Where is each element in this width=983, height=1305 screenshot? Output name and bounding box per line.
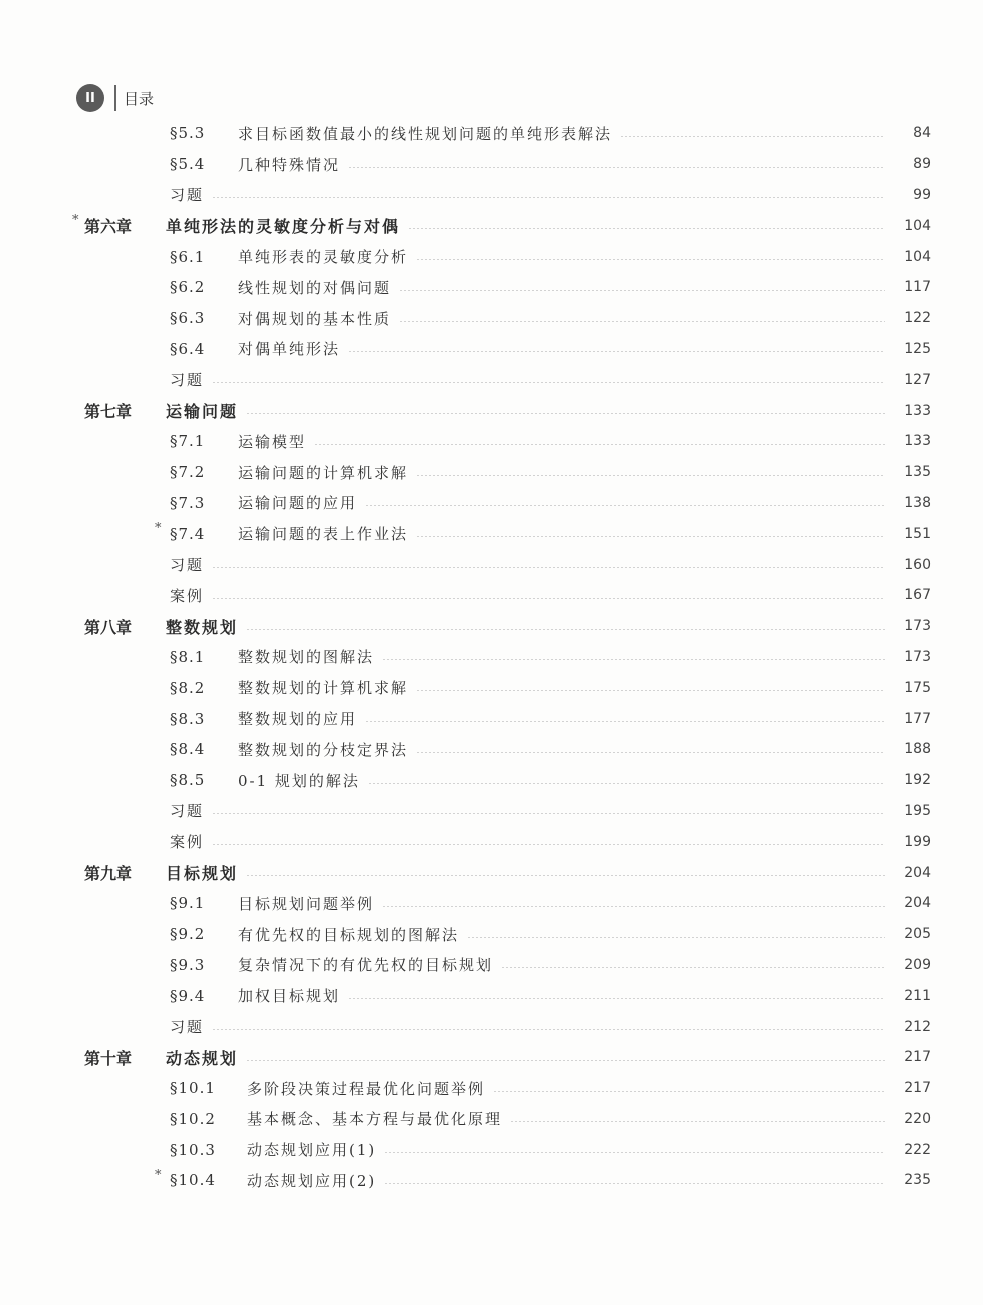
entry-title: 基本概念、基本方程与最优化原理 xyxy=(247,1110,503,1129)
dot-leader xyxy=(246,875,885,876)
entry-title: 案例 xyxy=(170,586,205,605)
entry-title: 几种特殊情况 xyxy=(238,155,341,174)
dot-leader xyxy=(620,136,885,137)
entry-title: 习题 xyxy=(170,371,205,390)
toc-section-row[interactable] xyxy=(0,518,983,549)
toc-entry-label xyxy=(0,308,391,329)
dot-leader xyxy=(501,967,885,968)
toc-entry-label xyxy=(0,861,238,884)
page-number: 122 xyxy=(904,310,931,327)
page-number: 188 xyxy=(904,741,931,758)
toc-section-row[interactable] xyxy=(0,734,983,765)
chapter-number: 第七章 xyxy=(84,402,133,422)
toc-section-row[interactable] xyxy=(0,241,983,272)
dot-leader xyxy=(382,906,885,907)
entry-title: 运输问题的表上作业法 xyxy=(238,525,409,544)
toc-section-row[interactable] xyxy=(0,950,983,981)
entry-title: 整数规划的图解法 xyxy=(238,648,375,667)
toc-exercise-row[interactable] xyxy=(0,826,983,857)
dot-leader xyxy=(408,228,885,229)
dot-leader xyxy=(365,505,885,506)
section-number: §10.4 xyxy=(170,1171,216,1190)
page-number: 127 xyxy=(904,371,931,388)
dot-leader xyxy=(416,690,885,691)
toc-section-row[interactable] xyxy=(0,980,983,1011)
optional-marker: * xyxy=(155,521,162,537)
toc-entry-label xyxy=(0,369,204,390)
page-number: 151 xyxy=(904,525,931,542)
table-of-contents xyxy=(0,118,983,1196)
dot-leader xyxy=(212,382,885,383)
section-number: §5.3 xyxy=(170,124,206,143)
dot-leader xyxy=(212,567,885,568)
dot-leader xyxy=(212,844,885,845)
dot-leader xyxy=(368,783,885,784)
toc-entry-label xyxy=(0,924,459,945)
section-number: §6.2 xyxy=(170,278,206,297)
toc-section-row[interactable] xyxy=(0,703,983,734)
chapter-number: 第六章 xyxy=(84,217,133,237)
toc-chapter-row[interactable] xyxy=(0,611,983,642)
page-header xyxy=(76,83,154,113)
toc-entry-label xyxy=(0,739,408,760)
toc-entry-label xyxy=(0,554,204,575)
toc-entry-label xyxy=(0,800,204,821)
page-number: 84 xyxy=(913,125,931,142)
entry-title: 运输模型 xyxy=(238,432,307,451)
toc-entry-label xyxy=(0,831,204,852)
toc-exercise-row[interactable] xyxy=(0,364,983,395)
page-number: 104 xyxy=(904,248,931,265)
dot-leader xyxy=(246,1060,885,1061)
toc-entry-label xyxy=(0,431,306,452)
chapter-number: 第八章 xyxy=(84,617,133,637)
header-title: 目录 xyxy=(124,89,155,108)
dot-leader xyxy=(246,629,885,630)
page-number: 104 xyxy=(904,217,931,234)
toc-section-row[interactable] xyxy=(0,457,983,488)
entry-title: 多阶段决策过程最优化问题举例 xyxy=(247,1079,486,1098)
toc-entry-label xyxy=(0,615,238,638)
entry-title: 复杂情况下的有优先权的目标规划 xyxy=(238,956,494,975)
toc-section-row[interactable] xyxy=(0,919,983,950)
section-number: §8.1 xyxy=(170,647,206,666)
dot-leader xyxy=(416,259,885,260)
toc-entry-label xyxy=(0,677,408,698)
page-number-badge: II xyxy=(76,84,104,112)
toc-entry-label xyxy=(0,214,400,237)
page-number: 138 xyxy=(904,494,931,511)
dot-leader xyxy=(212,598,885,599)
toc-section-row[interactable] xyxy=(0,765,983,796)
section-number: §6.1 xyxy=(170,247,206,266)
page-number: 133 xyxy=(904,402,931,419)
chapter-number: 第十章 xyxy=(84,1048,133,1068)
page-number: 89 xyxy=(913,156,931,173)
section-number: §7.1 xyxy=(170,432,206,451)
toc-chapter-row[interactable] xyxy=(0,857,983,888)
toc-entry-label xyxy=(0,1078,485,1099)
dot-leader xyxy=(467,937,885,938)
entry-title: 动态规划 xyxy=(166,1048,239,1068)
toc-section-row[interactable] xyxy=(0,888,983,919)
toc-entry-label xyxy=(0,523,408,544)
dot-leader xyxy=(365,721,885,722)
page-number: 235 xyxy=(904,1172,931,1189)
dot-leader xyxy=(382,659,885,660)
entry-title: 习题 xyxy=(170,556,205,575)
page-number: 167 xyxy=(904,587,931,604)
toc-chapter-row[interactable] xyxy=(0,1042,983,1073)
chapter-number: 第九章 xyxy=(84,864,133,884)
toc-section-row[interactable] xyxy=(0,1104,983,1135)
toc-entry-label xyxy=(0,1170,376,1191)
page-number: 204 xyxy=(904,864,931,881)
entry-title: 习题 xyxy=(170,186,205,205)
section-number: §7.2 xyxy=(170,463,206,482)
entry-title: 加权目标规划 xyxy=(238,987,341,1006)
toc-entry-label xyxy=(0,1139,376,1160)
dot-leader xyxy=(416,536,885,537)
dot-leader xyxy=(384,1152,885,1153)
toc-chapter-row[interactable] xyxy=(0,395,983,426)
section-number: §10.1 xyxy=(170,1079,216,1098)
dot-leader xyxy=(399,290,885,291)
dot-leader xyxy=(510,1121,885,1122)
entry-title: 目标规划问题举例 xyxy=(238,894,375,913)
page-number: 173 xyxy=(904,618,931,635)
page-number: 160 xyxy=(904,556,931,573)
entry-title: 对偶单纯形法 xyxy=(238,340,341,359)
section-number: §6.3 xyxy=(170,309,206,328)
toc-entry-label xyxy=(0,770,360,791)
toc-section-row[interactable] xyxy=(0,118,983,149)
toc-section-row[interactable] xyxy=(0,303,983,334)
entry-title: 0-1 规划的解法 xyxy=(238,771,360,790)
toc-entry-label xyxy=(0,1046,238,1069)
toc-entry-label xyxy=(0,462,408,483)
entry-title: 动态规划应用(2) xyxy=(247,1171,377,1190)
toc-section-row[interactable] xyxy=(0,1134,983,1165)
optional-marker: * xyxy=(72,213,79,229)
toc-entry-label xyxy=(0,893,374,914)
toc-section-row[interactable] xyxy=(0,1165,983,1196)
toc-entry-label xyxy=(0,585,204,606)
entry-title: 习题 xyxy=(170,1018,205,1036)
dot-leader xyxy=(314,444,885,445)
dot-leader xyxy=(246,413,885,414)
section-number: §5.4 xyxy=(170,155,206,174)
toc-entry-label xyxy=(0,492,357,513)
dot-leader xyxy=(212,1029,885,1030)
entry-title: 案例 xyxy=(170,833,205,852)
dot-leader xyxy=(212,197,885,198)
page-number: 125 xyxy=(904,340,931,357)
page-number: 192 xyxy=(904,772,931,789)
section-number: §9.4 xyxy=(170,986,206,1005)
dot-leader xyxy=(493,1091,885,1092)
section-number: §9.1 xyxy=(170,894,206,913)
toc-entry-label xyxy=(0,338,340,359)
section-number: §8.3 xyxy=(170,709,206,728)
header-divider xyxy=(114,85,116,111)
toc-entry-label xyxy=(0,954,493,975)
page-number: 217 xyxy=(904,1080,931,1097)
page-number: 175 xyxy=(904,679,931,696)
page-number: 222 xyxy=(904,1141,931,1158)
entry-title: 运输问题的应用 xyxy=(238,494,358,513)
entry-title: 动态规划应用(1) xyxy=(247,1141,377,1160)
page-number: 217 xyxy=(904,1049,931,1066)
toc-section-row[interactable] xyxy=(0,642,983,673)
toc-section-row[interactable] xyxy=(0,149,983,180)
entry-title: 有优先权的目标规划的图解法 xyxy=(238,925,460,944)
section-number: §6.4 xyxy=(170,339,206,358)
section-number: §8.2 xyxy=(170,678,206,697)
entry-title: 整数规划 xyxy=(166,617,239,637)
toc-entry-label xyxy=(0,1108,502,1129)
page-number: 173 xyxy=(904,648,931,665)
page-number: 177 xyxy=(904,710,931,727)
toc-entry-label xyxy=(0,399,238,422)
entry-title: 目标规划 xyxy=(166,864,239,884)
entry-title: 习题 xyxy=(170,802,205,821)
entry-title: 运输问题的计算机求解 xyxy=(238,463,409,482)
dot-leader xyxy=(399,321,885,322)
toc-entry-label xyxy=(0,277,391,298)
page-number: 212 xyxy=(904,1018,931,1035)
page-number: 211 xyxy=(904,987,931,1004)
section-number: §7.3 xyxy=(170,493,206,512)
page-number: 204 xyxy=(904,895,931,912)
toc-entry-label xyxy=(0,1016,204,1037)
page-number: 220 xyxy=(904,1110,931,1127)
toc-entry-label xyxy=(0,246,408,267)
toc-entry-label xyxy=(0,123,612,144)
entry-title: 整数规划的分枝定界法 xyxy=(238,740,409,759)
dot-leader xyxy=(416,475,885,476)
toc-section-row[interactable] xyxy=(0,334,983,365)
toc-section-row[interactable] xyxy=(0,672,983,703)
toc-section-row[interactable] xyxy=(0,272,983,303)
toc-exercise-row[interactable] xyxy=(0,1011,983,1042)
dot-leader xyxy=(348,167,885,168)
toc-section-row[interactable] xyxy=(0,426,983,457)
page-number: 133 xyxy=(904,433,931,450)
dot-leader xyxy=(348,351,885,352)
page-number: 99 xyxy=(913,186,931,203)
entry-title: 对偶规划的基本性质 xyxy=(238,309,392,328)
section-number: §8.4 xyxy=(170,740,206,759)
toc-chapter-row[interactable] xyxy=(0,210,983,241)
entry-title: 运输问题 xyxy=(166,402,239,422)
toc-entry-label xyxy=(0,154,340,175)
toc-exercise-row[interactable] xyxy=(0,180,983,211)
entry-title: 整数规划的计算机求解 xyxy=(238,679,409,698)
entry-title: 单纯形法的灵敏度分析与对偶 xyxy=(166,217,401,237)
page-number: 199 xyxy=(904,833,931,850)
page-number: 205 xyxy=(904,926,931,943)
dot-leader xyxy=(384,1183,885,1184)
section-number: §9.3 xyxy=(170,955,206,974)
page-number: 195 xyxy=(904,802,931,819)
page-number: 209 xyxy=(904,956,931,973)
section-number: §10.3 xyxy=(170,1140,216,1159)
entry-title: 线性规划的对偶问题 xyxy=(238,278,392,297)
toc-entry-label xyxy=(0,985,340,1006)
toc-exercise-row[interactable] xyxy=(0,549,983,580)
entry-title: 整数规划的应用 xyxy=(238,710,358,729)
toc-entry-label xyxy=(0,646,374,667)
toc-section-row[interactable] xyxy=(0,488,983,519)
entry-title: 求目标函数值最小的线性规划问题的单纯形表解法 xyxy=(238,124,613,143)
dot-leader xyxy=(416,752,885,753)
dot-leader xyxy=(212,813,885,814)
page-number: 135 xyxy=(904,464,931,481)
toc-exercise-row[interactable] xyxy=(0,796,983,827)
dot-leader xyxy=(348,998,885,999)
page-number: 117 xyxy=(904,279,931,296)
toc-exercise-row[interactable] xyxy=(0,580,983,611)
entry-title: 单纯形表的灵敏度分析 xyxy=(238,248,409,267)
toc-entry-label xyxy=(0,184,204,205)
section-number: §8.5 xyxy=(170,771,206,790)
section-number: §7.4 xyxy=(170,524,206,543)
section-number: §10.2 xyxy=(170,1109,216,1128)
optional-marker: * xyxy=(155,1168,162,1184)
toc-entry-label xyxy=(0,708,357,729)
section-number: §9.2 xyxy=(170,925,206,944)
toc-section-row[interactable] xyxy=(0,1073,983,1104)
